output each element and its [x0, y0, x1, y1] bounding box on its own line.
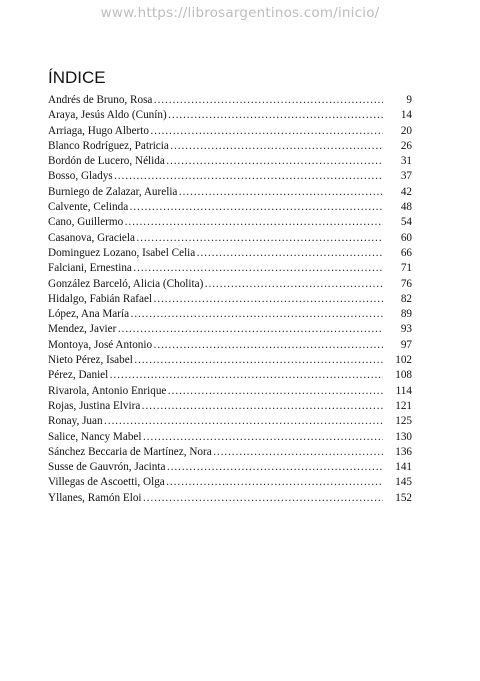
toc-entry	[48, 338, 412, 353]
toc-entry	[48, 108, 412, 123]
toc-entry-name: Susse de Gauvrón, Jacinta	[48, 461, 166, 474]
toc-entry-page: 136	[395, 445, 412, 458]
toc-entry-name: Yllanes, Ramón Eloi	[48, 491, 142, 504]
toc-entry	[48, 231, 412, 246]
dot-leader	[104, 414, 383, 429]
dot-leader	[143, 491, 383, 506]
toc-entry-page: 31	[400, 155, 412, 168]
toc-entry	[48, 93, 412, 108]
toc-entry-name: Nieto Pérez, Isabel	[48, 354, 133, 367]
dot-leader	[117, 322, 383, 337]
toc-entry-page: 145	[395, 476, 412, 489]
toc-entry-page: 102	[395, 354, 412, 367]
toc-entry-name: Rojas, Justina Elvira	[48, 399, 141, 412]
toc-entry	[48, 414, 412, 429]
toc-entry-page: 114	[395, 384, 412, 397]
dot-leader	[213, 445, 383, 460]
toc-entry-page: 152	[395, 491, 412, 504]
toc-entry	[48, 261, 412, 276]
toc-entry-name: Dominguez Lozano, Isabel Celia	[48, 246, 196, 259]
toc-entry-page: 97	[400, 338, 412, 351]
toc-entry	[48, 491, 412, 506]
toc-entry	[48, 430, 412, 445]
toc-entry-page: 108	[395, 369, 412, 382]
toc-entry-page: 26	[400, 139, 412, 152]
dot-leader	[114, 169, 383, 184]
toc-entry	[48, 169, 412, 184]
dot-leader	[143, 430, 383, 445]
dot-leader	[124, 215, 383, 230]
dot-leader	[141, 399, 383, 414]
toc-entry-name: Arriaga, Hugo Alberto	[48, 124, 149, 137]
toc-entry-page: 141	[395, 461, 412, 474]
toc-entry-page: 37	[400, 170, 412, 183]
toc-entry	[48, 368, 412, 383]
watermark-url: www.https://librosargentinos.com/inicio/	[100, 5, 380, 21]
toc-entry-page: 82	[400, 292, 412, 305]
toc-entry	[48, 445, 412, 460]
dot-leader	[167, 384, 383, 399]
dot-leader	[150, 124, 383, 139]
toc-entry-page: 66	[400, 246, 412, 259]
toc-entry-name: Andrés de Bruno, Rosa	[48, 94, 153, 106]
toc-entry	[48, 185, 412, 200]
toc-entry	[48, 322, 412, 337]
toc-entry-name: Villegas de Ascoetti, Olga	[48, 476, 165, 489]
toc-entry-name: Salice, Nancy Mabel	[48, 430, 142, 443]
toc-entry-page: 48	[400, 201, 412, 214]
dot-leader	[130, 307, 383, 322]
dot-leader	[170, 139, 383, 154]
toc-entry-name: Burniego de Zalazar, Aurelia	[48, 185, 178, 198]
toc-entry-page: 60	[400, 231, 412, 244]
table-of-contents	[48, 93, 412, 506]
toc-entry	[48, 200, 412, 215]
dot-leader	[109, 368, 383, 383]
toc-entry-name: Calvente, Celinda	[48, 201, 129, 214]
toc-entry-name: Cano, Guillermo	[48, 216, 124, 229]
dot-leader	[166, 154, 383, 169]
toc-entry-page: 125	[395, 415, 412, 428]
toc-entry-name: Blanco Rodríguez, Patricia	[48, 139, 169, 152]
dot-leader	[153, 292, 383, 307]
toc-entry-name: Montoya, José Antonio	[48, 338, 153, 351]
dot-leader	[153, 93, 383, 108]
dot-leader	[178, 185, 383, 200]
toc-entry-page: 71	[400, 262, 412, 275]
toc-entry-name: Rivarola, Antonio Enrique	[48, 384, 167, 397]
toc-entry	[48, 475, 412, 490]
dot-leader	[166, 460, 383, 475]
toc-entry	[48, 277, 412, 292]
dot-leader	[134, 353, 383, 368]
toc-entry	[48, 246, 412, 261]
toc-entry	[48, 399, 412, 414]
toc-entry-page: 121	[395, 399, 412, 412]
toc-entry-name: López, Ana María	[48, 308, 130, 321]
dot-leader	[196, 246, 383, 261]
dot-leader	[133, 261, 383, 276]
toc-entry	[48, 154, 412, 169]
toc-entry-name: Sánchez Beccaria de Martínez, Nora	[48, 445, 212, 458]
dot-leader	[166, 475, 383, 490]
toc-entry	[48, 292, 412, 307]
toc-entry	[48, 307, 412, 322]
toc-entry-name: Mendez, Javier	[48, 323, 117, 336]
toc-entry-page: 42	[400, 185, 412, 198]
toc-entry-name: González Barceló, Alicia (Cholita)	[48, 277, 204, 290]
toc-entry	[48, 215, 412, 230]
toc-entry-name: Hidalgo, Fabián Rafael	[48, 292, 153, 305]
toc-entry-name: Falciani, Ernestina	[48, 262, 132, 275]
toc-entry-page: 93	[400, 323, 412, 336]
dot-leader	[136, 231, 383, 246]
toc-entry	[48, 460, 412, 475]
toc-entry-page: 54	[400, 216, 412, 229]
dot-leader	[153, 338, 383, 353]
toc-entry	[48, 124, 412, 139]
toc-entry-name: Bordón de Lucero, Nélida	[48, 155, 165, 168]
toc-entry	[48, 139, 412, 154]
toc-entry	[48, 353, 412, 368]
toc-entry-page: 130	[395, 430, 412, 443]
toc-entry-name: Araya, Jesús Aldo (Cunín)	[48, 109, 167, 122]
toc-entry-name: Ronay, Juan	[48, 415, 103, 428]
toc-entry-name: Pérez, Daniel	[48, 369, 109, 382]
dot-leader	[204, 277, 383, 292]
toc-entry-page: 9	[406, 94, 412, 106]
dot-leader	[168, 108, 383, 123]
toc-entry-page: 89	[400, 308, 412, 321]
toc-entry-name: Casanova, Graciela	[48, 231, 135, 244]
toc-entry	[48, 384, 412, 399]
toc-entry-page: 20	[400, 124, 412, 137]
toc-entry-page: 14	[400, 109, 412, 122]
toc-entry-page: 76	[400, 277, 412, 290]
toc-entry-name: Bosso, Gladys	[48, 170, 113, 183]
index-title: ÍNDICE	[48, 68, 106, 87]
dot-leader	[129, 200, 383, 215]
